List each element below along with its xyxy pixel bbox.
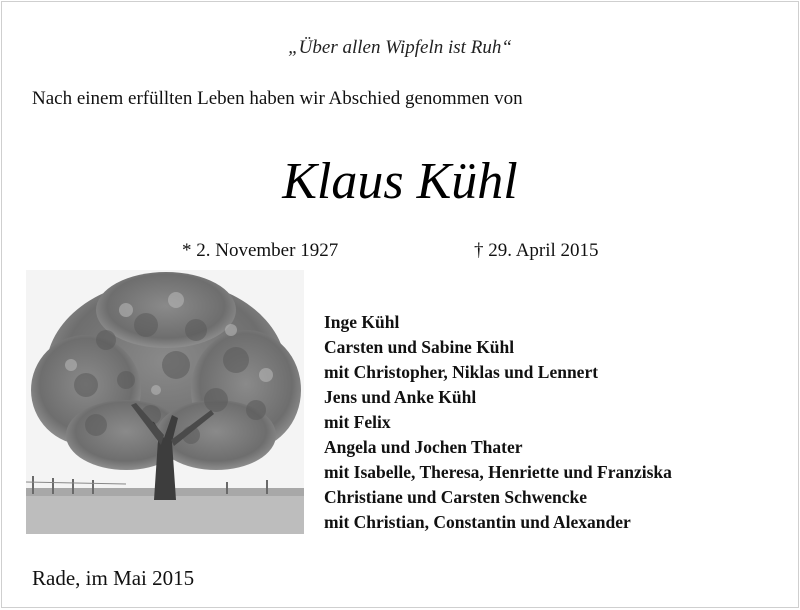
family-list (324, 310, 672, 535)
obituary-notice (1, 1, 799, 608)
intro-text: Nach einem erfüllten Leben haben wir Abschied genommen von (32, 88, 523, 109)
family-line: mit Christopher, Niklas und Lennert (324, 362, 599, 382)
birth-date: * 2. November 1927 (182, 240, 339, 261)
family-line: Angela und Jochen Thater (324, 437, 523, 457)
quote: „Über allen Wipfeln ist Ruh“ (288, 37, 512, 58)
family-line: mit Isabelle, Theresa, Henriette und Franziska (324, 462, 672, 482)
death-date: † 29. April 2015 (474, 240, 599, 261)
family-line: Inge Kühl (324, 312, 400, 332)
tree-image (26, 270, 304, 534)
family-line: mit Christian, Constantin und Alexander (324, 512, 631, 532)
family-line: mit Felix (324, 412, 391, 432)
place-and-date: Rade, im Mai 2015 (32, 566, 195, 590)
deceased-name: Klaus Kühl (282, 153, 518, 210)
family-line: Christiane und Carsten Schwencke (324, 487, 588, 507)
family-line: Jens und Anke Kühl (324, 387, 477, 407)
family-line: Carsten und Sabine Kühl (324, 337, 515, 357)
